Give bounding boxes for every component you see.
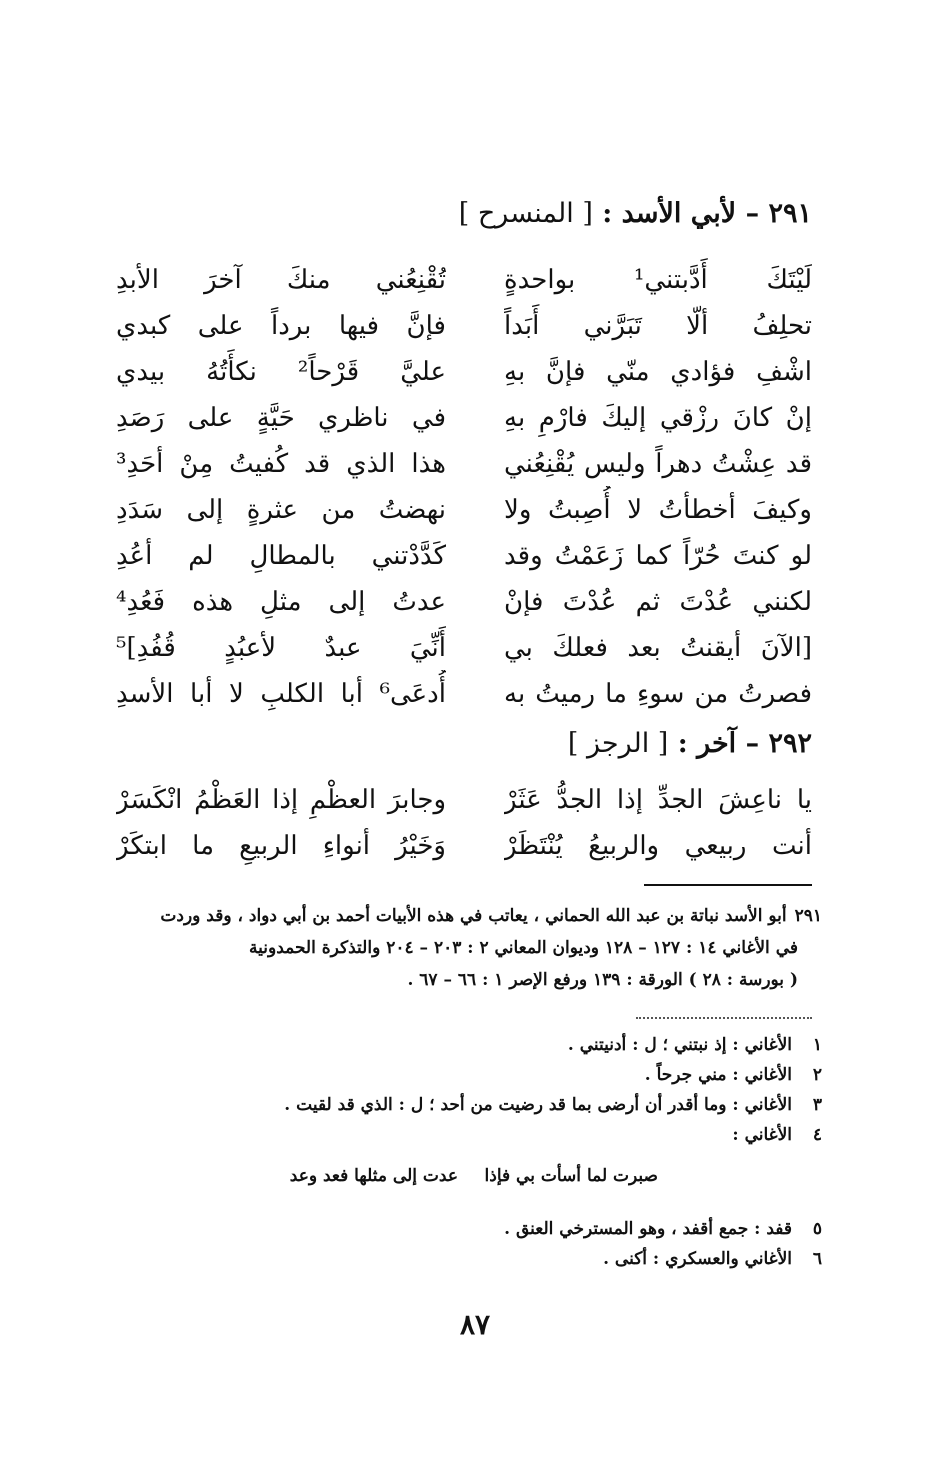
poem-heading-291 [459, 198, 812, 229]
verse-row [0, 440, 812, 488]
verse-row [0, 578, 812, 626]
poem-attribution: – آخر : [677, 728, 760, 759]
verse-first-hemistich: اشْفِ فؤادي منّي فإنَّ بهِ [504, 357, 812, 387]
footnote-number: ٥ [812, 1219, 822, 1239]
footnote-text: الأغاني والعسكري : أكنى . [603, 1249, 792, 1269]
footnote-item [645, 1060, 822, 1090]
verse-first-hemistich: إنْ كانَ رزْقي إليكَ فارْمِ بهِ [504, 403, 812, 433]
verse-first-hemistich: وكيفَ أخطأتُ لا أُصِبتُ ولا [504, 495, 812, 525]
verse-first-hemistich: [الآنَ أيقنتُ بعد فعلكَ بي [504, 633, 812, 663]
footnote-item [568, 1030, 822, 1060]
poem-attribution: – لأبي الأسد : [602, 198, 760, 229]
verse-second-hemistich: كَدَّدْتني بالمطالِ لم أعُدِ [116, 541, 446, 571]
footnote-number: ٣ [812, 1095, 822, 1115]
page-number: ٨٧ [459, 1308, 491, 1341]
footnote-separator [644, 884, 812, 886]
verse-row [0, 624, 812, 672]
footnote-main [122, 900, 822, 996]
verse-second-hemistich: عليَّ قَرْحاً² نكأَتُهُ بيدي [116, 357, 446, 387]
footnote-item [732, 1120, 822, 1150]
verse-second-hemistich: نهضتُ من عثرةٍ إلى سَدَدِ [116, 495, 446, 525]
poem-meter: [ المنسرح ] [458, 198, 593, 229]
verse-row [0, 348, 812, 396]
verse-row [0, 486, 812, 534]
verse-row [0, 776, 812, 824]
footnote-verse-second: عدت إلى مثلها فعد وعد [289, 1166, 458, 1186]
footnote-verse-first: صبرت لما أسأت بي فإذا [484, 1166, 658, 1186]
footnote-text: الأغاني : إذ نبتني ؛ ل : أدنيتني . [567, 1035, 792, 1055]
verse-first-hemistich: تحلِفُ ألّا تَبَرَّني أَبَداً [504, 311, 812, 341]
poem-number: ٢٩١ [768, 198, 812, 229]
verse-row [0, 532, 812, 580]
footnote-number: ١ [812, 1035, 822, 1055]
footnote-number: ٢ [812, 1065, 822, 1085]
verse-first-hemistich: يا ناعِشَ الجدِّ إذا الجدُّ عَثَرْ [504, 785, 812, 815]
footnote-number: ٤ [812, 1125, 822, 1145]
footnote-text: قفد : جمع أقفد ، وهو المسترخي العنق . [504, 1219, 792, 1239]
footnote-item [284, 1090, 822, 1120]
verse-second-hemistich: عدتُ إلى مثلِ هذه فَعُدِ⁴ [116, 587, 446, 617]
verse-second-hemistich: وَخَيْرُ أنواءِ الربيعِ ما ابتكَرْ [116, 831, 446, 861]
verse-second-hemistich: أُدعَى⁶ أبا الكلبِ لا أبا الأسدِ [116, 679, 446, 709]
verse-second-hemistich: وجابرَ العظْمِ إذا العَظْمُ انْكَسَرْ [116, 785, 446, 815]
verse-first-hemistich: قد عِشْتُ دهراً وليس يُقْنِعُني [504, 449, 812, 479]
footnote-text: الأغاني : [732, 1125, 792, 1145]
poem-meter: [ الرجز ] [567, 728, 669, 759]
poem-heading-292 [568, 728, 812, 759]
poem-number: ٢٩٢ [768, 728, 812, 759]
verse-second-hemistich: في ناظري حَيَّةٍ على رَصَدِ [116, 403, 446, 433]
verse-first-hemistich: لكنني عُدْتَ ثم عُدْتَ فإنْ [504, 587, 812, 617]
verse-second-hemistich: أَنِّيَ عبدٌ لأعبُدٍ قُفُدِ]⁵ [116, 633, 446, 663]
verse-row [0, 822, 812, 870]
verse-first-hemistich: لو كنتَ حُرّاً كما زَعَمْتُ وقد [504, 541, 812, 571]
verse-second-hemistich: تُقْنِعُني منكَ آخرَ الأبدِ [116, 265, 446, 295]
verse-second-hemistich: فإنَّ فيها برداً على كبدي [116, 311, 446, 341]
verse-row [0, 394, 812, 442]
footnote-line: في الأغاني ١٤ : ١٢٧ – ١٢٨ وديوان المعاني ٢ : ٢٠٣ – ٢٠٤ والتذكرة الحمدونية [249, 938, 798, 958]
footnote-number: ٢٩١ [794, 906, 822, 926]
footnote-number: ٦ [812, 1249, 822, 1269]
verse-second-hemistich: هذا الذي قد كُفيتُ مِنْ أحَدِ³ [116, 449, 446, 479]
verse-first-hemistich: لَيْتَكَ أَدَّبتني¹ بواحدةٍ [504, 265, 812, 295]
verse-row [0, 302, 812, 350]
footnote-text: الأغاني : وما أقدر أن أرضى بما قد رضيت من أحد ؛ ل : الذي قد لقيت . [284, 1095, 792, 1115]
verse-first-hemistich: فصرتُ من سوءِ ما رميتُ به [504, 679, 812, 709]
footnote-item [603, 1244, 822, 1274]
footnote-item [504, 1214, 822, 1244]
verse-row [0, 256, 812, 304]
footnote-line: أبو الأسد نباتة بن عبد الله الحماني ، يعاتب في هذه الأبيات أحمد بن أبي دواد ، وقد وردت [160, 906, 787, 926]
footnote-text: الأغاني : مني جرحاً . [644, 1065, 792, 1085]
verse-row [0, 670, 812, 718]
dotted-separator [636, 1017, 812, 1019]
footnote-line: ( بورسة : ٢٨ ) الورقة : ١٣٩ ورفع الإصر ١ : ٦٦ – ٦٧ . [407, 970, 798, 990]
verse-first-hemistich: أنت ربيعي والربيعُ يُنْتَظَرْ [504, 831, 812, 861]
